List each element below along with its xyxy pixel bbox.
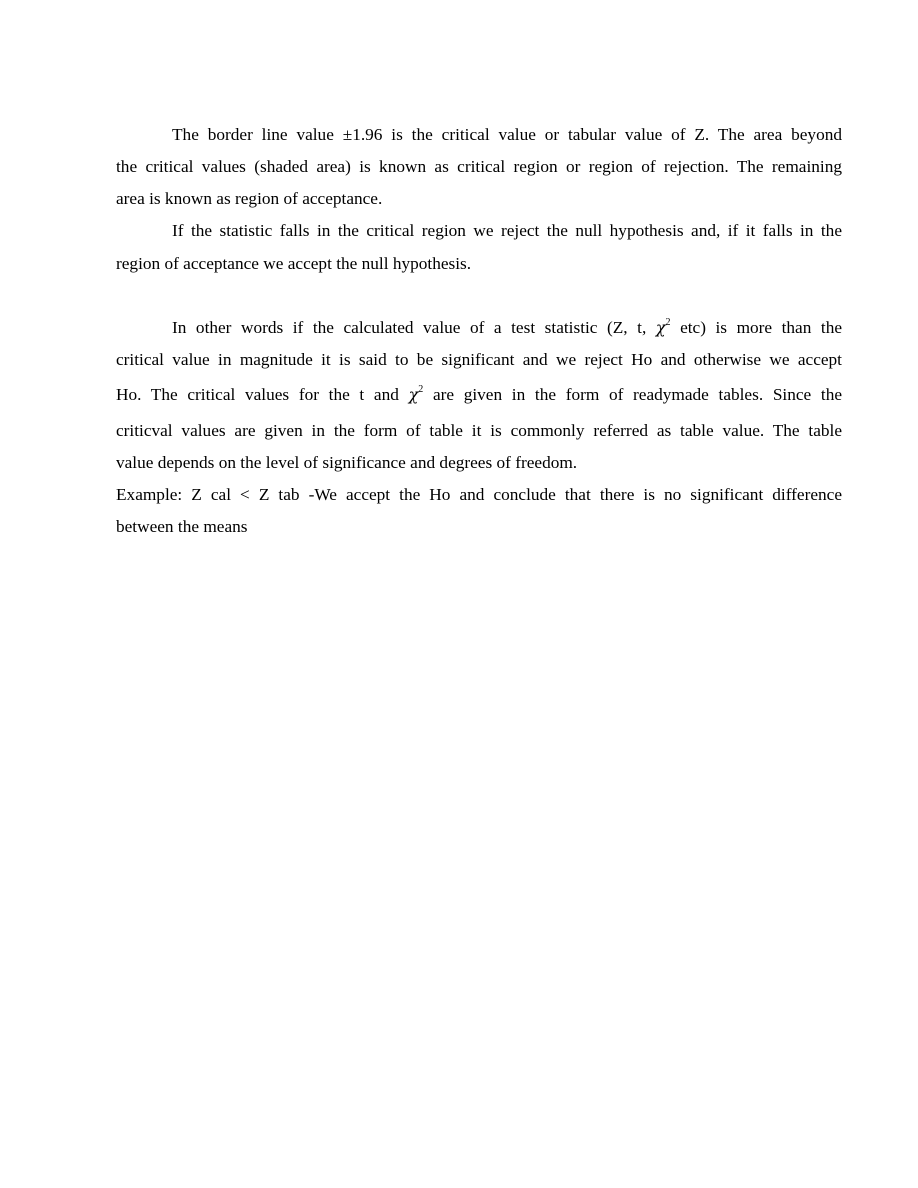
paragraph-1-line-1: The border line value ±1.96 is the critical value or tabular value of Z. The area beyond	[172, 125, 842, 144]
chi-symbol: χ	[408, 385, 419, 404]
superscript-2: 2	[418, 384, 424, 395]
paragraph-3-line-3-text-a: Ho. The critical values for the t and	[116, 385, 399, 404]
paragraph-3-line-3	[116, 384, 842, 406]
paragraph-4-line-2: between the means	[116, 517, 248, 536]
paragraph-3-line-1-text-a: In other words if the calculated value of a test statistic (Z, t,	[172, 318, 647, 337]
paragraph-2-line-1: If the statistic falls in the critical region we reject the null hypothesis and, if it falls in the	[172, 221, 842, 240]
paragraph-1-line-2: the critical values (shaded area) is known as critical region or region of rejection. The remaining	[116, 157, 842, 176]
chi-symbol: χ	[655, 318, 666, 337]
paragraph-4-line-1: Example: Z cal < Z tab -We accept the Ho and conclude that there is no significant difference	[116, 485, 842, 504]
paragraph-3-line-4: criticval values are given in the form of table it is commonly referred as table value. The table	[116, 421, 842, 440]
paragraph-3-line-3-text-b: are given in the form of readymade tables. Since the	[432, 385, 843, 404]
paragraph-3-line-5: value depends on the level of significance and degrees of freedom.	[116, 453, 578, 472]
paragraph-2-line-2: region of acceptance we accept the null hypothesis.	[116, 254, 472, 273]
paragraph-3-line-1-text-b: etc) is more than the	[680, 318, 843, 337]
paragraph-3-line-1	[172, 317, 842, 339]
paragraph-1-line-3: area is known as region of acceptance.	[116, 189, 383, 208]
paragraph-3-line-2: critical value in magnitude it is said to be significant and we reject Ho and otherwise we accept	[116, 350, 842, 369]
superscript-2: 2	[665, 317, 671, 328]
